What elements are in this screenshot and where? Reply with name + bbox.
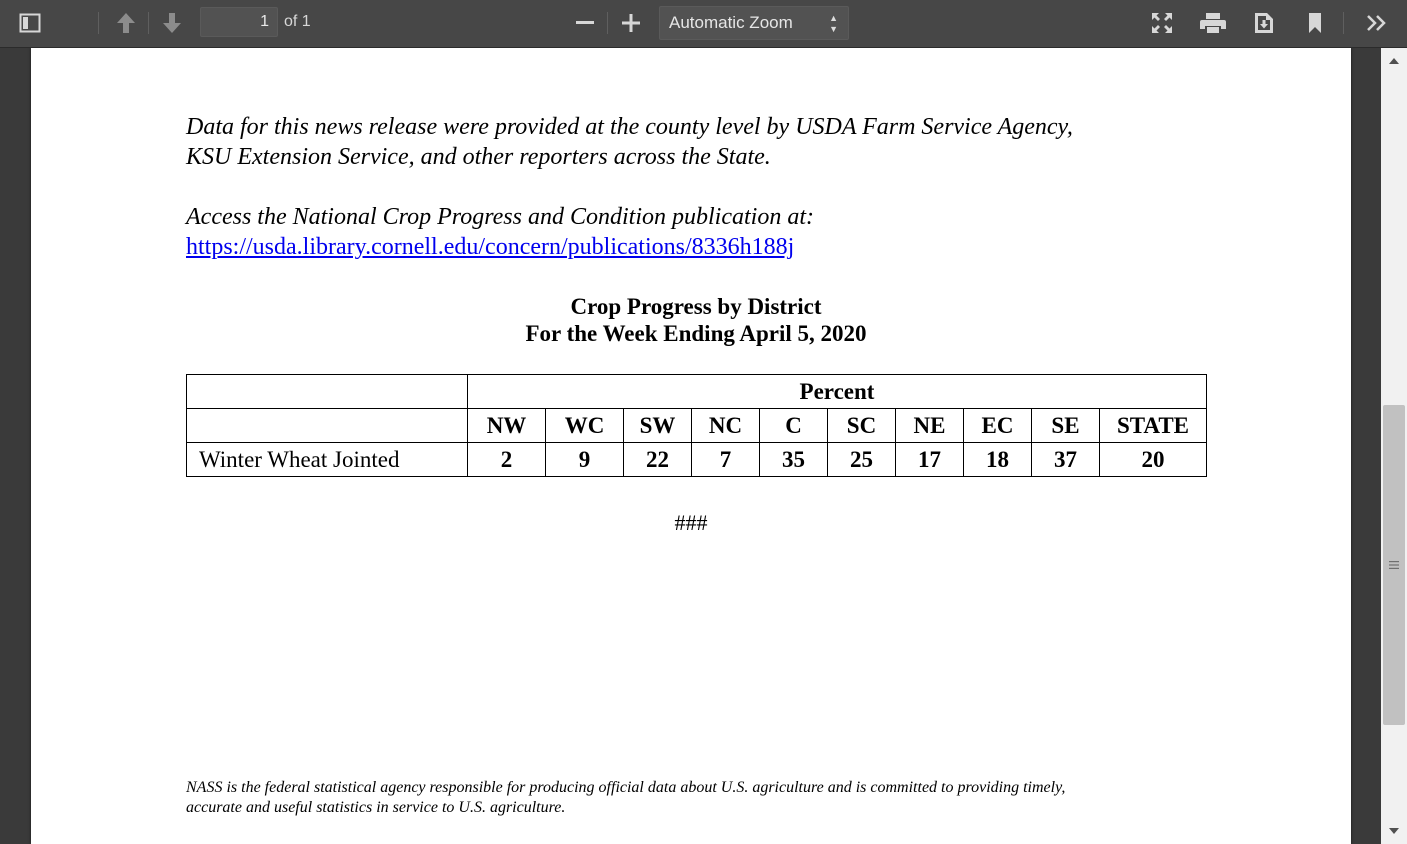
column-header: SE (1032, 409, 1100, 443)
column-header: EC (964, 409, 1032, 443)
scroll-up-icon[interactable] (1381, 48, 1407, 74)
pdf-page (31, 48, 1351, 844)
zoom-in-icon[interactable] (615, 8, 647, 38)
access-paragraph (186, 202, 1186, 262)
toolbar-separator (1343, 12, 1344, 34)
column-header: STATE (1100, 409, 1207, 443)
column-header: NW (468, 409, 546, 443)
toolbar-separator (98, 12, 99, 34)
percent-header: Percent (468, 375, 1207, 409)
zoom-select-value: Automatic Zoom (669, 13, 793, 32)
page-count-label: of 1 (284, 13, 311, 30)
column-header: NC (692, 409, 760, 443)
next-page-icon[interactable] (156, 8, 188, 38)
page-number-input[interactable]: 1 (200, 7, 278, 37)
table-column-row (187, 409, 1207, 443)
sidebar-toggle-icon[interactable] (14, 8, 46, 38)
row-label: Winter Wheat Jointed (187, 443, 468, 477)
scrollbar-thumb[interactable] (1383, 405, 1405, 725)
column-header: WC (546, 409, 624, 443)
column-header: SC (828, 409, 896, 443)
table-subtitle: For the Week Ending April 5, 2020 (525, 321, 867, 346)
grip-icon (1389, 561, 1399, 569)
select-arrows-icon: ▲ ▼ (829, 13, 838, 34)
bookmark-icon[interactable] (1299, 8, 1331, 38)
zoom-out-icon[interactable] (569, 8, 601, 38)
previous-page-icon[interactable] (110, 8, 142, 38)
vertical-scrollbar[interactable] (1381, 48, 1407, 844)
footnote-line: accurate and useful statistics in service to U.S. agriculture. (186, 799, 566, 816)
paragraph-line: Data for this news release were provided at the county level by USDA Farm Service Agency, (186, 114, 1073, 140)
table-corner-cell (187, 375, 468, 409)
table-cell: 25 (828, 443, 896, 477)
column-header: NE (896, 409, 964, 443)
tools-icon[interactable] (1361, 8, 1393, 38)
end-marker: ### (674, 510, 708, 535)
clipped-text-line (217, 48, 223, 58)
table-cell: 2 (468, 443, 546, 477)
column-header: SW (624, 409, 692, 443)
presentation-mode-icon[interactable] (1146, 8, 1178, 38)
footnote (186, 778, 1186, 818)
table-cell: 17 (896, 443, 964, 477)
table-corner-cell (187, 409, 468, 443)
pdf-toolbar (0, 0, 1407, 48)
table-cell: 7 (692, 443, 760, 477)
table-cell: 20 (1100, 443, 1207, 477)
document-viewer[interactable] (0, 48, 1381, 844)
column-header: C (760, 409, 828, 443)
download-icon[interactable] (1248, 8, 1280, 38)
table-cell: 22 (624, 443, 692, 477)
print-icon[interactable] (1197, 8, 1229, 38)
table-cell: 18 (964, 443, 1032, 477)
toolbar-separator (148, 12, 149, 34)
table-cell: 35 (760, 443, 828, 477)
footnote-line: NASS is the federal statistical agency responsible for producing official data about U.S. agriculture and is committed to providing timely, (186, 779, 1066, 796)
table-title: Crop Progress by District (570, 294, 822, 319)
table-header-row (187, 375, 1207, 409)
zoom-select[interactable] (659, 6, 849, 40)
table-cell: 37 (1032, 443, 1100, 477)
table-cell: 9 (546, 443, 624, 477)
toolbar-separator (607, 12, 608, 34)
paragraph-line: Access the National Crop Progress and Condition publication at: (186, 204, 814, 230)
data-source-paragraph (186, 112, 1186, 172)
crop-progress-table (186, 374, 1207, 477)
scroll-down-icon[interactable] (1381, 818, 1407, 844)
publication-link[interactable]: https://usda.library.cornell.edu/concern/publications/8336h188j (186, 234, 795, 260)
table-row (187, 443, 1207, 477)
paragraph-line: KSU Extension Service, and other reporters across the State. (186, 144, 771, 170)
